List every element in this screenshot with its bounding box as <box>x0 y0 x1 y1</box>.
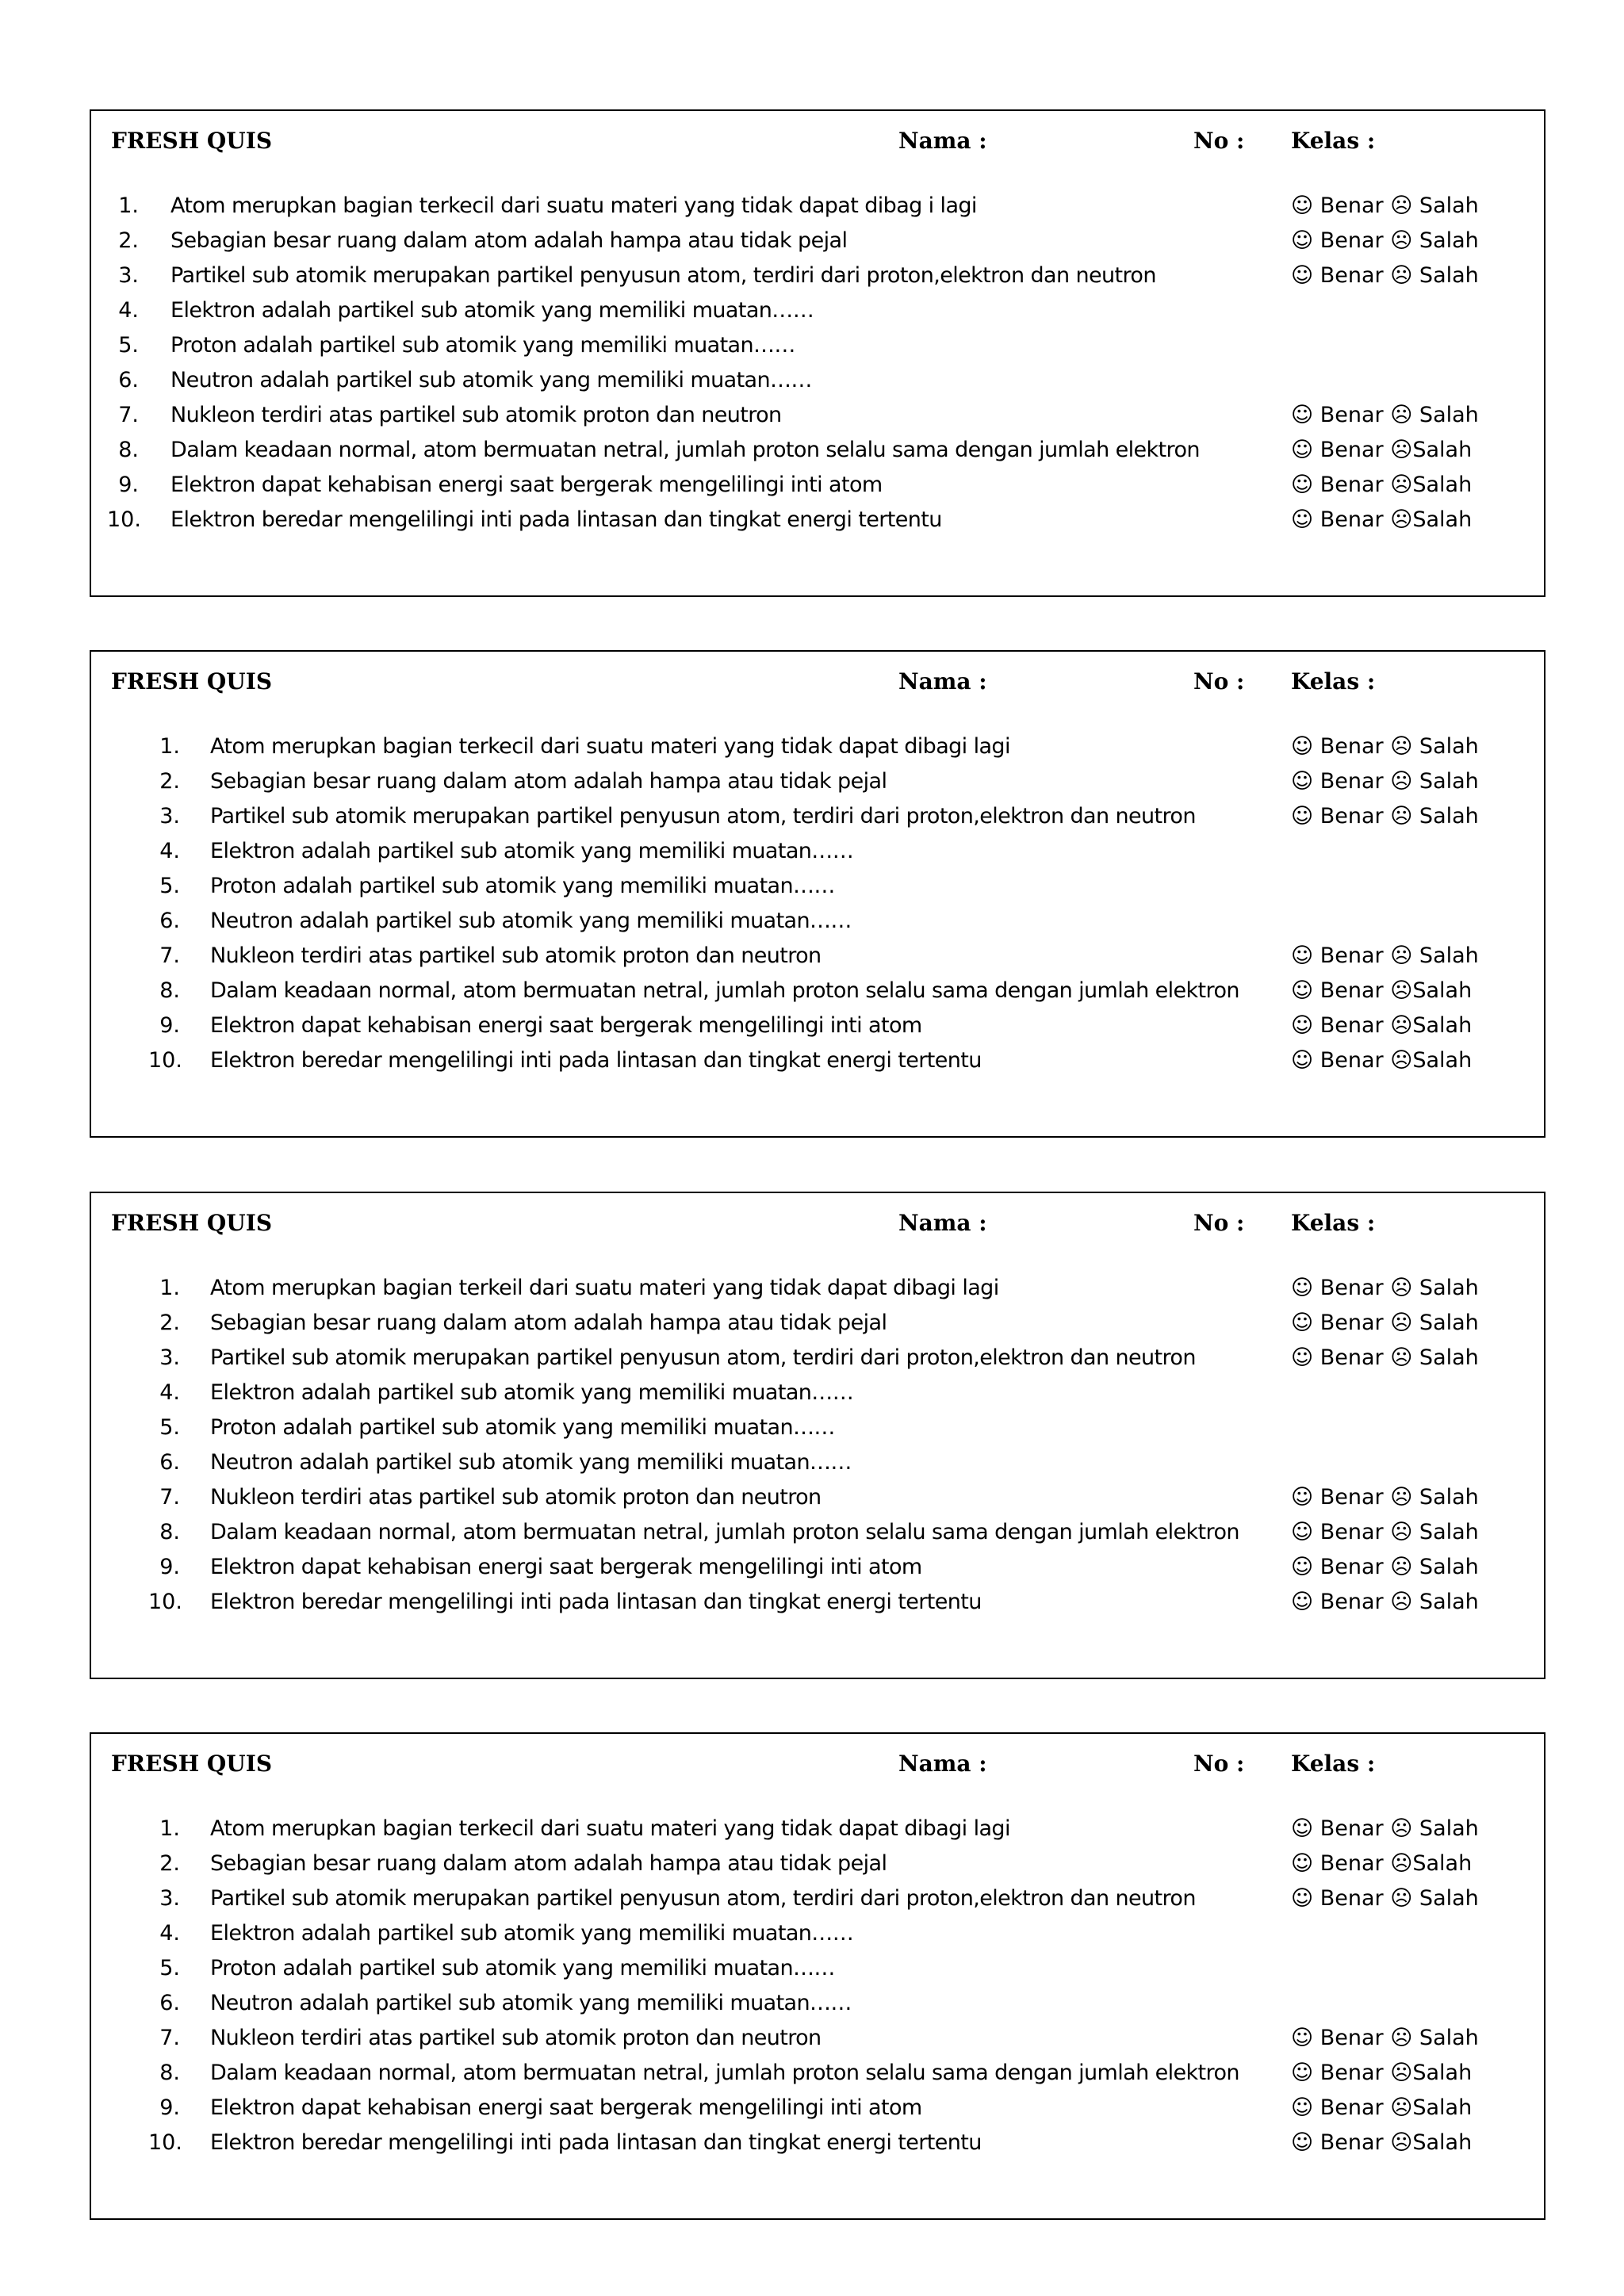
question-text: Partikel sub atomik merupakan partikel penyusun atom, terdiri dari proton,elektron dan neutron <box>210 804 1196 828</box>
question-number: 3. <box>118 263 139 288</box>
answer-options: ☺ Benar ☹Salah <box>1291 473 1473 497</box>
question-number: 6. <box>118 368 139 392</box>
question-row <box>91 939 1544 974</box>
question-row <box>91 834 1544 869</box>
answer-options: ☺ Benar ☹ Salah <box>1291 1485 1479 1510</box>
question-row <box>91 1585 1544 1620</box>
question-number: 7. <box>159 2026 180 2050</box>
question-text: Dalam keadaan normal, atom bermuatan netral, jumlah proton selalu sama dengan jumlah elektron <box>210 978 1239 1003</box>
question-text: Sebagian besar ruang dalam atom adalah hampa atau tidak pejal <box>210 769 887 794</box>
question-text: Proton adalah partikel sub atomik yang memiliki muatan…… <box>210 1415 835 1440</box>
nama-label: Nama : <box>898 128 987 154</box>
question-number: 6. <box>159 909 180 933</box>
question-text: Atom merupkan bagian terkecil dari suatu materi yang tidak dapat dibagi lagi <box>210 734 1010 759</box>
question-row <box>91 258 1544 293</box>
answer-options: ☺ Benar ☹ Salah <box>1291 2026 1479 2050</box>
answer-options: ☺ Benar ☹ Salah <box>1291 804 1479 828</box>
question-number: 5. <box>159 1956 180 1980</box>
quiz-card-3 <box>90 1192 1545 1679</box>
question-number: 5. <box>159 874 180 898</box>
answer-options: ☺ Benar ☹ Salah <box>1291 1276 1479 1300</box>
no-label: No : <box>1193 668 1245 695</box>
answer-options: ☺ Benar ☹Salah <box>1291 438 1473 462</box>
question-row <box>91 468 1544 503</box>
question-number: 9. <box>159 1555 180 1579</box>
question-text: Neutron adalah partikel sub atomik yang memiliki muatan…… <box>210 1450 852 1475</box>
question-number: 7. <box>118 403 139 427</box>
nama-label: Nama : <box>898 668 987 695</box>
question-text: Elektron dapat kehabisan energi saat bergerak mengelilingi inti atom <box>170 473 883 497</box>
answer-options: ☺ Benar ☹ Salah <box>1291 403 1479 427</box>
answer-options: ☺ Benar ☹Salah <box>1291 507 1473 532</box>
question-text: Elektron beredar mengelilingi inti pada lintasan dan tingkat energi tertentu <box>170 507 942 532</box>
answer-options: ☺ Benar ☹ Salah <box>1291 1590 1479 1614</box>
question-row <box>91 1445 1544 1480</box>
question-row <box>91 2056 1544 2091</box>
question-text: Proton adalah partikel sub atomik yang memiliki muatan…… <box>210 874 835 898</box>
nama-label: Nama : <box>898 1751 987 1777</box>
question-text: Proton adalah partikel sub atomik yang memiliki muatan…… <box>210 1956 835 1980</box>
answer-options: ☺ Benar ☹Salah <box>1291 2095 1473 2120</box>
question-number: 2. <box>159 769 180 794</box>
question-row <box>91 224 1544 258</box>
question-row <box>91 1846 1544 1881</box>
answer-options: ☺ Benar ☹Salah <box>1291 1048 1473 1073</box>
question-row <box>91 1271 1544 1306</box>
question-row <box>91 293 1544 328</box>
question-row <box>91 1306 1544 1341</box>
answer-options: ☺ Benar ☹ Salah <box>1291 1886 1479 1911</box>
question-number: 1. <box>159 734 180 759</box>
question-number: 2. <box>159 1851 180 1876</box>
quiz-card-2 <box>90 650 1545 1138</box>
question-row <box>91 433 1544 468</box>
kelas-label: Kelas : <box>1291 1210 1376 1236</box>
question-number: 1. <box>159 1276 180 1300</box>
question-number: 10. <box>148 1048 182 1073</box>
question-number: 4. <box>159 1921 180 1946</box>
question-text: Partikel sub atomik merupakan partikel penyusun atom, terdiri dari proton,elektron dan neutron <box>170 263 1156 288</box>
question-text: Dalam keadaan normal, atom bermuatan netral, jumlah proton selalu sama dengan jumlah elektron <box>210 1520 1239 1544</box>
question-text: Neutron adalah partikel sub atomik yang memiliki muatan…… <box>170 368 812 392</box>
answer-options: ☺ Benar ☹ Salah <box>1291 734 1479 759</box>
question-row <box>91 764 1544 799</box>
question-number: 7. <box>159 1485 180 1510</box>
question-text: Nukleon terdiri atas partikel sub atomik proton dan neutron <box>210 1485 822 1510</box>
question-row <box>91 729 1544 764</box>
question-text: Elektron beredar mengelilingi inti pada lintasan dan tingkat energi tertentu <box>210 1048 982 1073</box>
question-text: Atom merupkan bagian terkeil dari suatu materi yang tidak dapat dibagi lagi <box>210 1276 999 1300</box>
question-text: Sebagian besar ruang dalam atom adalah hampa atau tidak pejal <box>210 1311 887 1335</box>
answer-options: ☺ Benar ☹ Salah <box>1291 1345 1479 1370</box>
question-number: 9. <box>159 2095 180 2120</box>
question-row <box>91 2091 1544 2126</box>
nama-label: Nama : <box>898 1210 987 1236</box>
question-number: 9. <box>159 1013 180 1038</box>
question-text: Atom merupkan bagian terkecil dari suatu materi yang tidak dapat dibagi lagi <box>210 1816 1010 1841</box>
question-text: Dalam keadaan normal, atom bermuatan netral, jumlah proton selalu sama dengan jumlah elektron <box>170 438 1200 462</box>
question-row <box>91 869 1544 904</box>
question-row <box>91 189 1544 224</box>
answer-options: ☺ Benar ☹Salah <box>1291 1013 1473 1038</box>
question-text: Partikel sub atomik merupakan partikel penyusun atom, terdiri dari proton,elektron dan neutron <box>210 1886 1196 1911</box>
question-row <box>91 1480 1544 1515</box>
question-text: Elektron adalah partikel sub atomik yang memiliki muatan…… <box>210 839 854 863</box>
question-number: 4. <box>159 1380 180 1405</box>
question-text: Nukleon terdiri atas partikel sub atomik proton dan neutron <box>170 403 782 427</box>
question-row <box>91 503 1544 538</box>
answer-options: ☺ Benar ☹ Salah <box>1291 228 1479 253</box>
question-text: Elektron beredar mengelilingi inti pada lintasan dan tingkat energi tertentu <box>210 1590 982 1614</box>
quiz-card-4 <box>90 1732 1545 2220</box>
answer-options: ☺ Benar ☹ Salah <box>1291 943 1479 968</box>
kelas-label: Kelas : <box>1291 1751 1376 1777</box>
question-number: 8. <box>118 438 139 462</box>
question-text: Elektron adalah partikel sub atomik yang memiliki muatan…… <box>170 298 814 323</box>
question-number: 10. <box>148 1590 182 1614</box>
question-row <box>91 799 1544 834</box>
kelas-label: Kelas : <box>1291 128 1376 154</box>
question-number: 3. <box>159 1886 180 1911</box>
question-row <box>91 1515 1544 1550</box>
question-number: 4. <box>118 298 139 323</box>
answer-options: ☺ Benar ☹Salah <box>1291 2130 1473 2155</box>
question-row <box>91 1951 1544 1986</box>
question-number: 6. <box>159 1450 180 1475</box>
question-text: Sebagian besar ruang dalam atom adalah hampa atau tidak pejal <box>210 1851 887 1876</box>
question-number: 8. <box>159 2061 180 2085</box>
question-number: 7. <box>159 943 180 968</box>
question-row <box>91 904 1544 939</box>
question-row <box>91 1008 1544 1043</box>
quiz-card-1 <box>90 109 1545 597</box>
question-row <box>91 2126 1544 2160</box>
question-number: 3. <box>159 1345 180 1370</box>
answer-options: ☺ Benar ☹ Salah <box>1291 1520 1479 1544</box>
question-number: 1. <box>159 1816 180 1841</box>
question-row <box>91 1410 1544 1445</box>
question-number: 10. <box>148 2130 182 2155</box>
answer-options: ☺ Benar ☹Salah <box>1291 2061 1473 2085</box>
answer-options: ☺ Benar ☹ Salah <box>1291 1816 1479 1841</box>
question-row <box>91 974 1544 1008</box>
question-number: 4. <box>159 839 180 863</box>
question-text: Elektron adalah partikel sub atomik yang memiliki muatan…… <box>210 1380 854 1405</box>
question-text: Elektron beredar mengelilingi inti pada lintasan dan tingkat energi tertentu <box>210 2130 982 2155</box>
quiz-title: FRESH QUIS <box>111 1751 273 1777</box>
question-number: 2. <box>159 1311 180 1335</box>
question-text: Atom merupkan bagian terkecil dari suatu materi yang tidak dapat dibag i lagi <box>170 193 977 218</box>
question-text: Elektron dapat kehabisan energi saat bergerak mengelilingi inti atom <box>210 2095 922 2120</box>
quiz-title: FRESH QUIS <box>111 1210 273 1236</box>
question-text: Sebagian besar ruang dalam atom adalah hampa atau tidak pejal <box>170 228 848 253</box>
question-row <box>91 1376 1544 1410</box>
question-row <box>91 1341 1544 1376</box>
question-text: Elektron adalah partikel sub atomik yang memiliki muatan…… <box>210 1921 854 1946</box>
question-number: 5. <box>159 1415 180 1440</box>
question-text: Partikel sub atomik merupakan partikel penyusun atom, terdiri dari proton,elektron dan neutron <box>210 1345 1196 1370</box>
quiz-title: FRESH QUIS <box>111 668 273 695</box>
question-row <box>91 1812 1544 1846</box>
answer-options: ☺ Benar ☹ Salah <box>1291 193 1479 218</box>
question-text: Dalam keadaan normal, atom bermuatan netral, jumlah proton selalu sama dengan jumlah elektron <box>210 2061 1239 2085</box>
question-text: Nukleon terdiri atas partikel sub atomik proton dan neutron <box>210 943 822 968</box>
question-number: 9. <box>118 473 139 497</box>
no-label: No : <box>1193 1210 1245 1236</box>
answer-options: ☺ Benar ☹Salah <box>1291 978 1473 1003</box>
question-number: 5. <box>118 333 139 358</box>
question-number: 3. <box>159 804 180 828</box>
no-label: No : <box>1193 128 1245 154</box>
answer-options: ☺ Benar ☹Salah <box>1291 1851 1473 1876</box>
kelas-label: Kelas : <box>1291 668 1376 695</box>
question-number: 1. <box>118 193 139 218</box>
question-text: Elektron dapat kehabisan energi saat bergerak mengelilingi inti atom <box>210 1555 922 1579</box>
answer-options: ☺ Benar ☹ Salah <box>1291 1311 1479 1335</box>
quiz-title: FRESH QUIS <box>111 128 273 154</box>
answer-options: ☺ Benar ☹ Salah <box>1291 1555 1479 1579</box>
question-number: 10. <box>107 507 141 532</box>
answer-options: ☺ Benar ☹ Salah <box>1291 263 1479 288</box>
question-row <box>91 363 1544 398</box>
question-row <box>91 1043 1544 1078</box>
question-number: 8. <box>159 978 180 1003</box>
question-text: Neutron adalah partikel sub atomik yang memiliki muatan…… <box>210 1991 852 2015</box>
question-text: Neutron adalah partikel sub atomik yang memiliki muatan…… <box>210 909 852 933</box>
question-row <box>91 1986 1544 2021</box>
question-row <box>91 1550 1544 1585</box>
question-row <box>91 398 1544 433</box>
question-row <box>91 1881 1544 1916</box>
answer-options: ☺ Benar ☹ Salah <box>1291 769 1479 794</box>
no-label: No : <box>1193 1751 1245 1777</box>
question-row <box>91 1916 1544 1951</box>
question-text: Proton adalah partikel sub atomik yang memiliki muatan…… <box>170 333 795 358</box>
question-number: 8. <box>159 1520 180 1544</box>
question-row <box>91 2021 1544 2056</box>
question-text: Nukleon terdiri atas partikel sub atomik proton dan neutron <box>210 2026 822 2050</box>
question-number: 2. <box>118 228 139 253</box>
question-row <box>91 328 1544 363</box>
question-text: Elektron dapat kehabisan energi saat bergerak mengelilingi inti atom <box>210 1013 922 1038</box>
question-number: 6. <box>159 1991 180 2015</box>
